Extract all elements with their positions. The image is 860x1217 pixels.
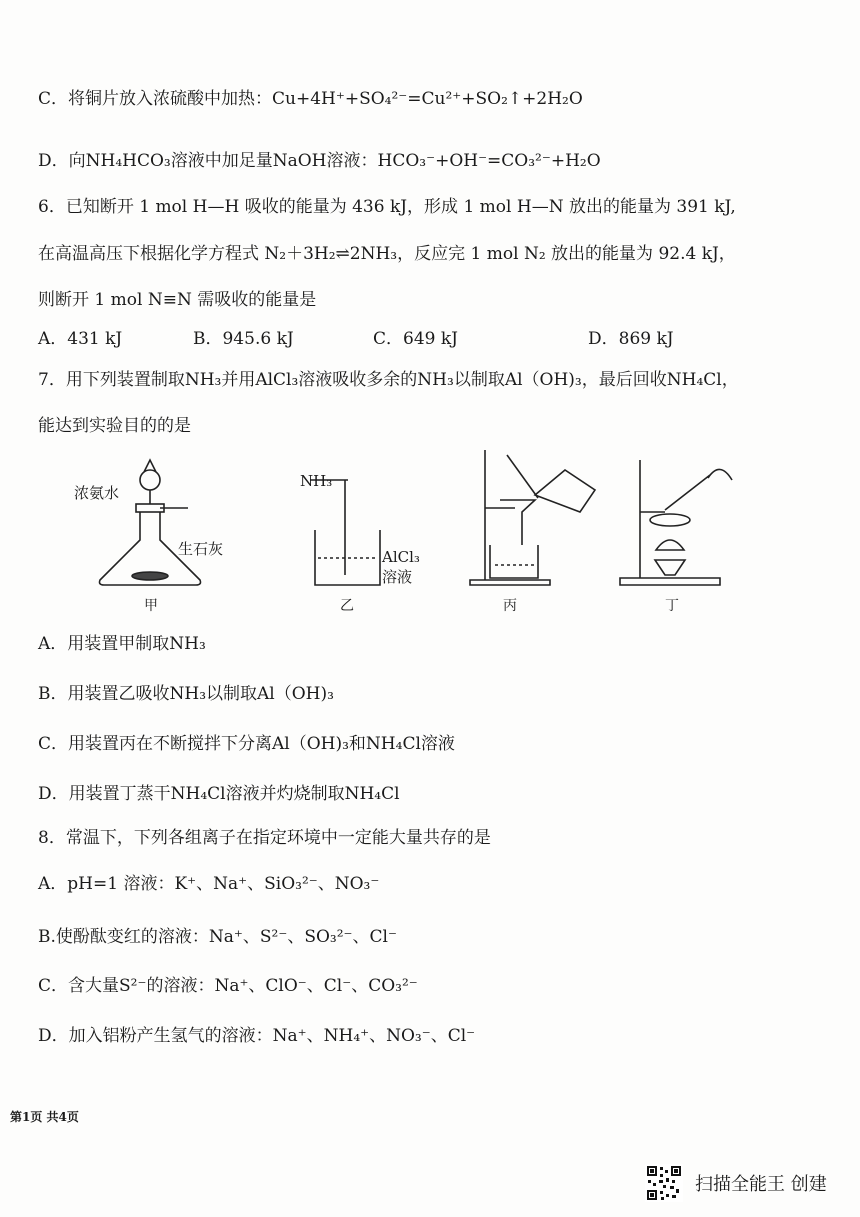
scanner-brand-text: 扫描全能王 创建 <box>695 1174 827 1195</box>
label-nh3: NH₃ <box>300 472 333 490</box>
q8-option-d: D．加入铝粉产生氢气的溶液：Na⁺、NH₄⁺、NO₃⁻、Cl⁻ <box>38 1026 476 1046</box>
caption-jia: 甲 <box>144 598 158 614</box>
q6-option-b: B．945.6 kJ <box>193 329 294 349</box>
q6-option-a: A．431 kJ <box>38 329 123 349</box>
label-solution: 溶液 <box>382 568 413 586</box>
q6-option-d: D．869 kJ <box>588 329 674 349</box>
q5-option-c-equation: Cu+4H⁺+SO₄²⁻=Cu²⁺+SO₂↑+2H₂O <box>272 89 583 109</box>
apparatus-drawing <box>60 450 760 620</box>
q7-apparatus-figure <box>60 450 760 620</box>
qr-code-icon <box>645 1164 683 1202</box>
q5-option-d <box>38 150 601 172</box>
q5-option-d-text: D．向NH₄HCO₃溶液中加足量NaOH溶液： <box>38 151 378 171</box>
label-alcl3: AlCl₃ <box>382 548 420 566</box>
label-concentrated-ammonia: 浓氨水 <box>74 484 120 502</box>
q6-options <box>38 324 738 348</box>
q7-stem-line-1: 7．用下列装置制取NH₃并用AlCl₃溶液吸收多余的NH₃以制取Al（OH)₃，最后回收NH₄Cl， <box>38 370 739 390</box>
q8-option-b: B.使酚酞变红的溶液：Na⁺、S²⁻、SO₃²⁻、Cl⁻ <box>38 927 397 947</box>
q7-option-a: A．用装置甲制取NH₃ <box>38 634 206 654</box>
q5-option-d-equation: HCO₃⁻+OH⁻=CO₃²⁻+H₂O <box>377 151 601 171</box>
page-number: 第1页 共4页 <box>10 1110 79 1124</box>
q8-option-c: C．含大量S²⁻的溶液：Na⁺、ClO⁻、Cl⁻、CO₃²⁻ <box>38 976 418 996</box>
caption-bing: 丙 <box>503 598 517 614</box>
q8-option-a: A．pH=1 溶液：K⁺、Na⁺、SiO₃²⁻、NO₃⁻ <box>38 874 380 894</box>
q7-option-b: B．用装置乙吸收NH₃以制取Al（OH)₃ <box>38 684 334 704</box>
q6-option-c: C．649 kJ <box>373 329 458 349</box>
label-quicklime: 生石灰 <box>178 540 224 558</box>
q7-option-c: C．用装置丙在不断搅拌下分离Al（OH)₃和NH₄Cl溶液 <box>38 734 455 754</box>
q5-option-c-text: C．将铜片放入浓硫酸中加热： <box>38 89 273 109</box>
q5-option-c <box>38 88 583 110</box>
scanner-watermark <box>645 1162 845 1202</box>
q6-stem-line-1: 6．已知断开 1 mol H—H 吸收的能量为 436 kJ，形成 1 mol H—N 放出的能量为 391 kJ, <box>38 197 736 217</box>
q6-stem-line-3: 则断开 1 mol N≡N 需吸收的能量是 <box>38 290 317 310</box>
q7-stem-line-2: 能达到实验目的的是 <box>38 416 191 436</box>
q7-option-d: D．用装置丁蒸干NH₄Cl溶液并灼烧制取NH₄Cl <box>38 784 400 804</box>
q6-stem-line-2: 在高温高压下根据化学方程式 N₂＋3H₂⇌2NH₃，反应完 1 mol N₂ 放出的能量为 92.4 kJ， <box>38 244 736 264</box>
caption-ding: 丁 <box>665 598 679 614</box>
q8-stem: 8．常温下，下列各组离子在指定环境中一定能大量共存的是 <box>38 828 491 848</box>
caption-yi: 乙 <box>340 598 354 614</box>
